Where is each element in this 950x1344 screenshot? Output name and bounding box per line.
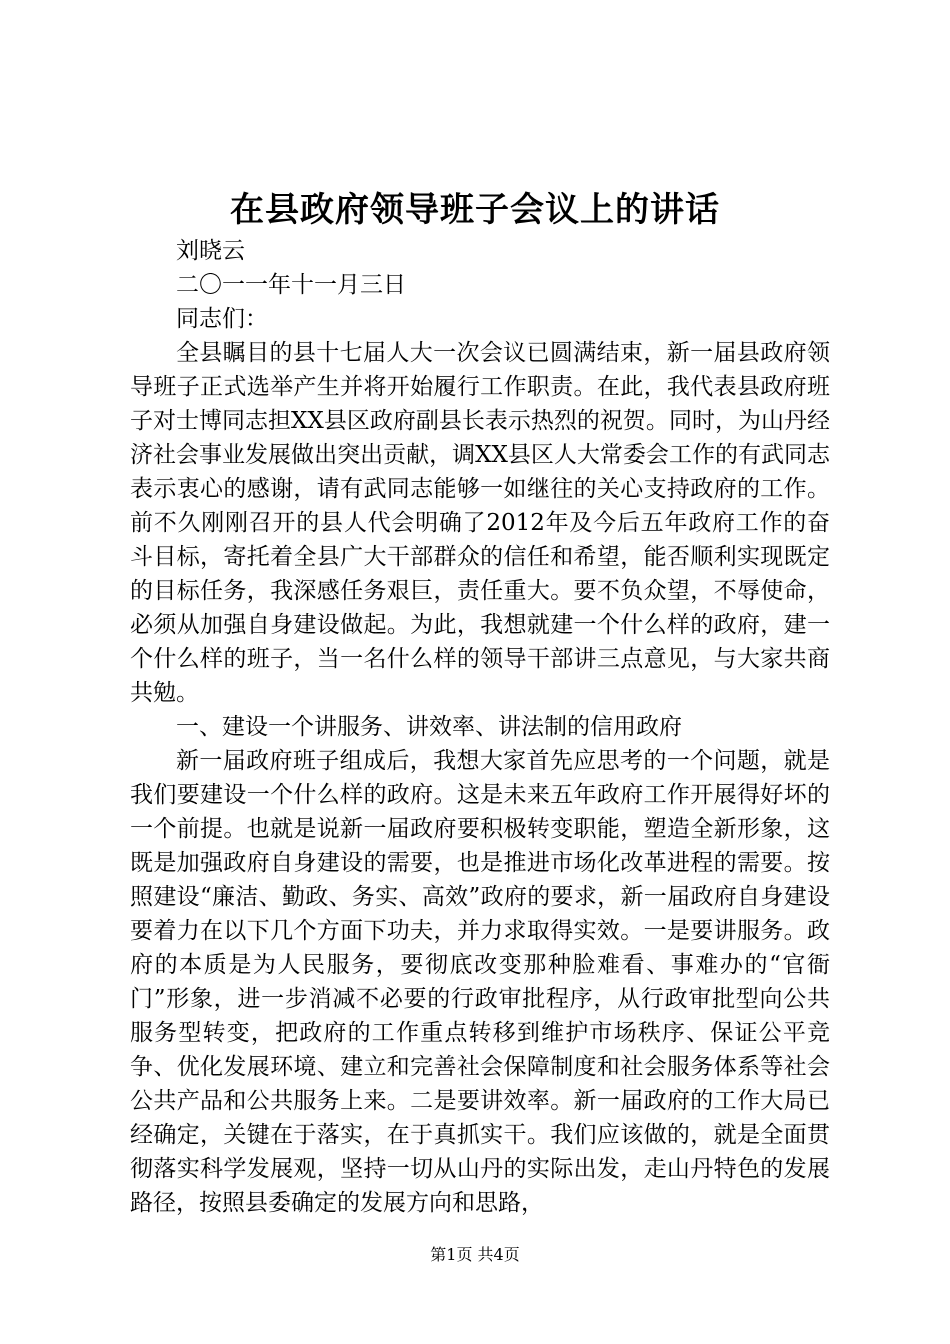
- document-title: 在县政府领导班子会议上的讲话: [230, 190, 720, 230]
- document-body: [130, 234, 830, 1220]
- author-line: 刘晓云: [176, 238, 245, 264]
- date-line: 二〇一一年十一月三日: [176, 272, 406, 298]
- body-paragraph: 新一届政府班子组成后，我想大家首先应思考的一个问题，就是我们要建设一个什么样的政府。这是未来五年政府工作开展得好坏的一个前提。也就是说新一届政府要积极转变职能，塑造全新形象，这既是加强政府自身建设的需要，也是推进市场化改革进程的需要。按照建设“廉洁、勤政、务实、高效”政府的要求，新一届政府自身建设要着力在以下几个方面下功夫，并力求取得实效。一是要讲服务。政府的本质是为人民服务，要彻底改变那种脸难看、事难办的“官衙门”形象，进一步消减不必要的行政审批程序，从行政审批型向公共服务型转变，把政府的工作重点转移到维护市场秩序、保证公平竞争、优化发展环境、建立和完善社会保障制度和社会服务体系等社会公共产品和公共服务上来。二是要讲效率。新一届政府的工作大局已经确定，关键在于落实，在于真抓实干。我们应该做的，就是全面贯彻落实科学发展观，坚持一切从山丹的实际出发，走山丹特色的发展路径，按照县委确定的发展方向和思路，: [130, 748, 830, 1216]
- page-footer: 第1页 共4页: [430, 1245, 520, 1264]
- body-paragraph: 全县瞩目的县十七届人大一次会议已圆满结束，新一届县政府领导班子正式选举产生并将开始履行工作职责。在此，我代表县政府班子对士博同志担XX县区政府副县长表示热烈的祝贺。同时，为山丹经济社会事业发展做出突出贡献，调XX县区人大常委会工作的有武同志表示衷心的感谢，请有武同志能够一如继往的关心支持政府的工作。前不久刚刚召开的县人代会明确了2012年及今后五年政府工作的奋斗目标，寄托着全县广大干部群众的信任和希望，能否顺利实现既定的目标任务，我深感任务艰巨，责任重大。要不负众望，不辱使命，必须从加强自身建设做起。为此，我想就建一个什么样的政府，建一个什么样的班子，当一名什么样的领导干部讲三点意见，与大家共商共勉。: [130, 340, 830, 706]
- section-heading: 一、建设一个讲服务、讲效率、讲法制的信用政府: [176, 714, 682, 740]
- salutation-line: 同志们：: [176, 306, 268, 332]
